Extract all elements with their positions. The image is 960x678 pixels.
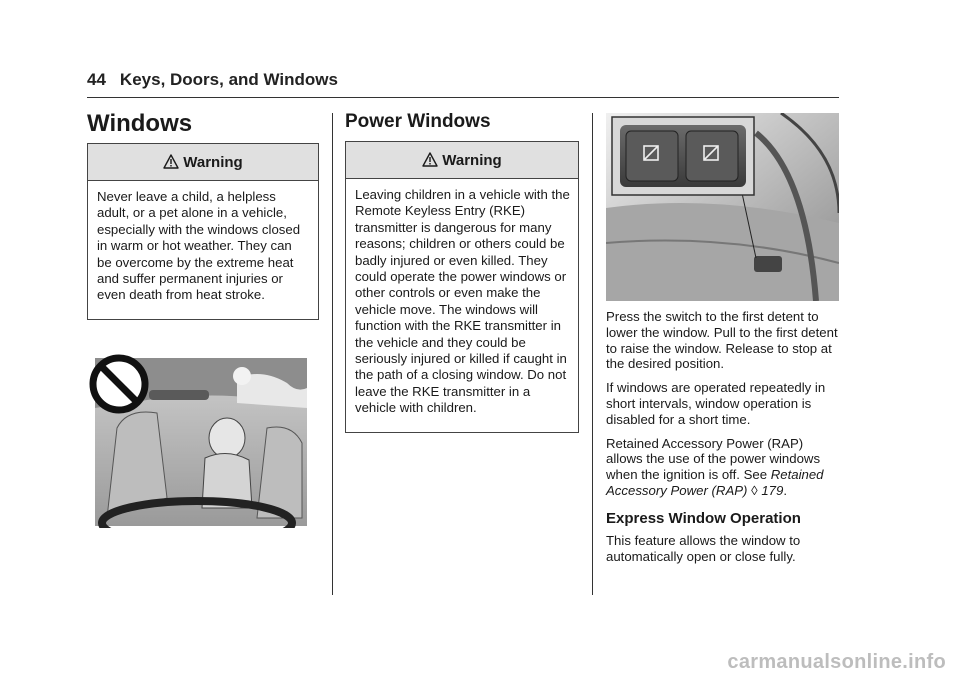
rap-paragraph: Retained Accessory Power (RAP) allows the use of the power windows when the ignition is off. See Retained Accessory Power (RAP) ◊ 179. (606, 435, 824, 498)
warning-header (346, 142, 578, 179)
power-windows-warning-box (345, 141, 579, 433)
warning-icon (422, 152, 438, 168)
page-number: 44 (87, 70, 106, 89)
watermark: carmanualsonline.info (727, 651, 946, 673)
column-divider-left (332, 113, 333, 595)
express-window-text: This feature allows the window to automatically open or close fully. (606, 532, 801, 564)
warning-icon (163, 154, 179, 170)
warning-title: Warning (442, 151, 502, 169)
column-divider-right (592, 113, 593, 595)
warning-header (88, 144, 318, 181)
power-windows-heading: Power Windows (345, 111, 491, 132)
right-column-text (606, 309, 842, 564)
warning-text: Never leave a child, a helpless adult, or a pet alone in a vehicle, especially with the windows closed in warm or hot weather. They can be overcome by the extreme heat and suffer permanent injuries or even death from heat stroke. (97, 189, 301, 303)
rap-reference-link[interactable]: Retained Accessory Power (RAP) (606, 467, 824, 498)
operation-paragraph: Press the switch to the first detent to lower the window. Pull to the first detent to raise the window. Release to stop at the desired position. (606, 309, 838, 372)
windows-warning-box (87, 143, 319, 320)
lockout-paragraph: If windows are operated repeatedly in short intervals, window operation is disabled for a short time. (606, 380, 826, 427)
page-header (87, 70, 338, 90)
warning-title: Warning (183, 153, 243, 171)
windows-heading: Windows (87, 110, 193, 137)
rap-text: Retained Accessory Power (RAP) allows the use of the power windows when the ignition is off. See (606, 435, 821, 483)
child-in-car-illustration (87, 348, 309, 528)
rap-page-number[interactable]: 179 (761, 482, 784, 498)
header-rule (87, 97, 839, 98)
page-ref-arrow: ◊ (751, 482, 758, 498)
window-switch-illustration (606, 113, 839, 301)
warning-text: Leaving children in a vehicle with the Remote Keyless Entry (RKE) transmitter is dangerous for many reasons; children or others could be badly injured or even killed. They could operate the power windows or other controls or even make the vehicle move. The windows will function with the RKE transmitter in the vehicle and they could be seriously injured or killed if caught in the path of a closing window. Do not leave the RKE transmitter in a vehicle with children. (355, 187, 570, 416)
express-window-heading: Express Window Operation (606, 509, 801, 527)
chapter-title: Keys, Doors, and Windows (119, 70, 338, 89)
